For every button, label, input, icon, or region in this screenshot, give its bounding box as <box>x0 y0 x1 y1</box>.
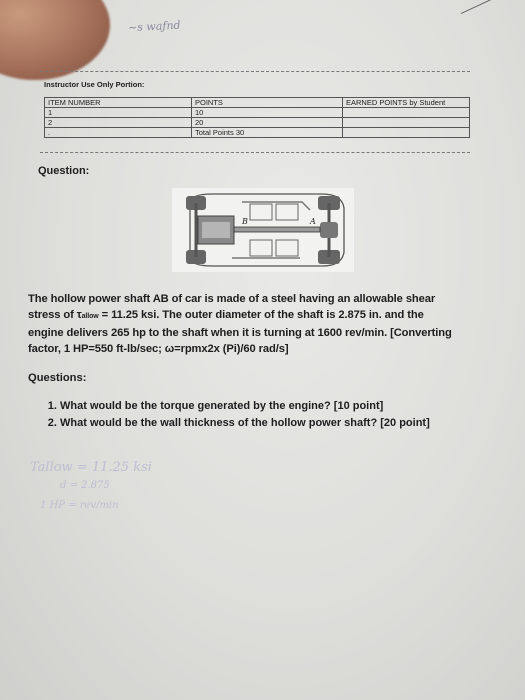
question-list <box>28 398 430 432</box>
table-row <box>45 118 470 128</box>
problem-line: The hollow power shaft AB of car is made of a steel having an allowable shear <box>28 293 436 305</box>
cell-points: 20 <box>192 118 343 128</box>
header-item-number: ITEM NUMBER <box>45 98 192 108</box>
problem-text: = 11.25 ksi. The outer diameter of the shaft is 2.875 in. and the <box>98 309 424 321</box>
question-item: 2. What would be the wall thickness of the hollow power shaft? [20 point] <box>60 415 430 432</box>
cell-earned[interactable] <box>343 118 470 128</box>
problem-text: stress of τ <box>28 309 82 321</box>
cell-total: Total Points 30 <box>192 128 343 138</box>
cell-item: 1 <box>45 108 192 118</box>
cell-item: 2 <box>45 118 192 128</box>
question-heading: Question: <box>38 165 90 177</box>
questions-heading: Questions: <box>28 372 87 384</box>
problem-line: engine delivers 265 hp to the shaft when it is turning at 1600 rev/min. [Converting <box>28 327 452 339</box>
differential <box>320 222 338 238</box>
problem-statement <box>28 291 498 357</box>
faint-note: d = 2.875 <box>60 480 110 491</box>
instructor-label: Instructor Use Only Portion: <box>44 80 145 89</box>
power-shaft-ab <box>234 227 320 232</box>
cell-earned[interactable] <box>343 128 470 138</box>
table-row <box>45 108 470 118</box>
cell-item: . <box>45 128 192 138</box>
divider-top <box>40 71 470 72</box>
faint-note: Tallow = 11.25 ksi <box>30 460 152 475</box>
label-a: A <box>310 217 316 226</box>
problem-line: factor, 1 HP=550 ft-lb/sec; ω=rpmx2x (Pi)/60 rad/s] <box>28 343 289 355</box>
car-chassis-figure <box>172 188 354 272</box>
table-row <box>45 128 470 138</box>
table-header-row <box>45 98 470 108</box>
points-table <box>44 97 470 138</box>
header-earned-points: EARNED POINTS by Student <box>343 98 470 108</box>
header-points: POINTS <box>192 98 343 108</box>
question-item: 1. What would be the torque generated by the engine? [10 point] <box>60 398 430 415</box>
handwritten-note: ~s waƒnd <box>127 18 181 35</box>
divider-bottom <box>40 152 470 153</box>
problem-line <box>28 307 498 325</box>
cell-earned[interactable] <box>343 108 470 118</box>
label-b: B <box>242 217 248 226</box>
cell-points: 10 <box>192 108 343 118</box>
tau-subscript: allow <box>81 313 99 320</box>
faint-note: 1 HP = rev/min <box>40 500 119 511</box>
